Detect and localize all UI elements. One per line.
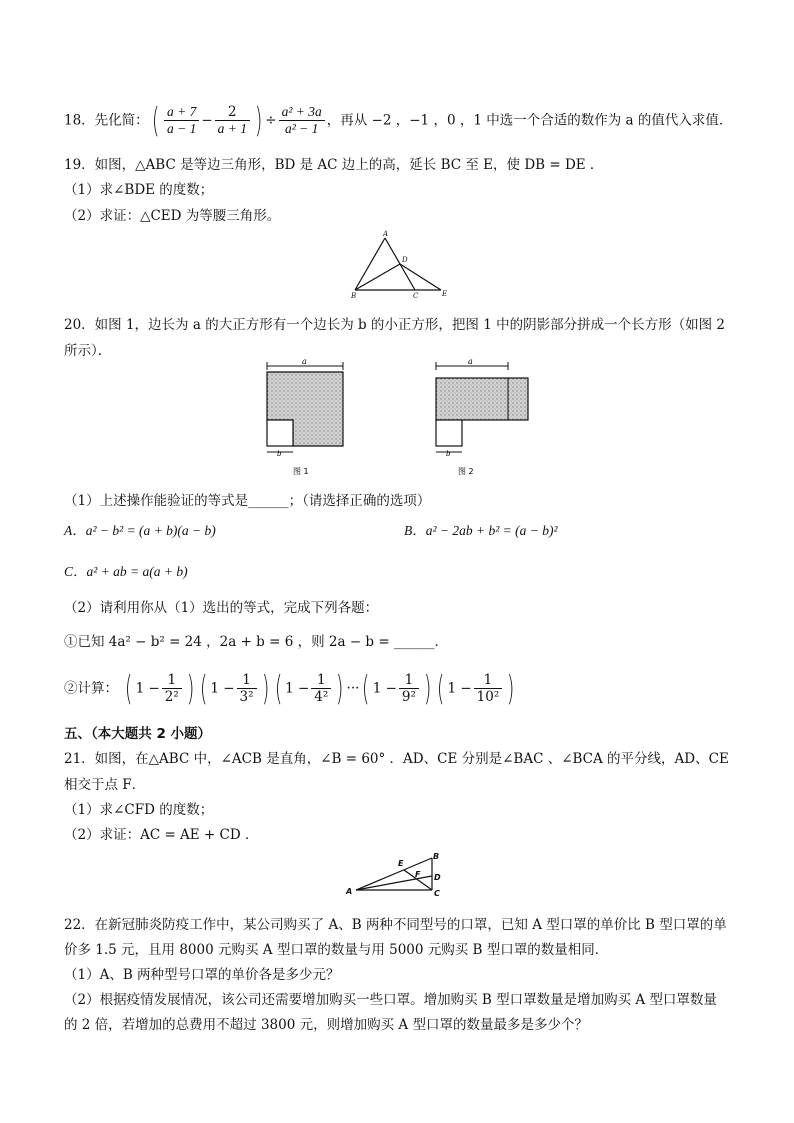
q18-lead: 18．先化简： (64, 112, 149, 129)
small-square (436, 420, 462, 446)
label-e: E (398, 859, 404, 868)
q20-item1: ①已知 4a² − b² = 24 ，2a + b = 6 ，则 2a − b = ______． (64, 634, 448, 650)
label-b: B (433, 852, 440, 861)
q20-option-b: B．a² − 2ab + b² = (a − b)² (404, 523, 558, 538)
q18-fraction-1: $\frac{a + 7}{a - 1}$ (164, 104, 199, 137)
q19-line3: （2）求证：△CED 为等腰三角形。 (64, 208, 281, 224)
q21-line3: （1）求∠CFD 的度数； (64, 802, 214, 818)
figure-2-caption: 图 2 (458, 467, 474, 476)
q22-line5: 的 2 倍，若增加的总费用不超过 3800 元，则增加购买 A 型口罩的数量最多是多少个？ (64, 1017, 588, 1033)
q18-minus: − (201, 112, 213, 129)
segment-ad (356, 876, 432, 890)
q22-line4: （2）根据疫情发展情况，该公司还需要增加购买一些口罩。增加购买 B 型口罩数量是增加购买 A 型口罩数量 (64, 992, 717, 1008)
q20-line1: 20．如图 1，边长为 a 的大正方形有一个边长为 b 的小正方形，把图 1 中的阴影部分拼成一个长方形（如图 2 (64, 317, 725, 333)
q22-line2: 价多 1.5 元，且用 8000 元购买 A 型口罩的数量与用 5000 元购买 B 型口罩的数量相同． (64, 942, 609, 958)
edge-ab (356, 858, 432, 890)
segment-bd (355, 264, 400, 290)
q21-line4: （2）求证：AC = AE + CD ． (64, 827, 259, 843)
dimension-a-label: a (302, 358, 307, 366)
small-square (267, 420, 293, 446)
q21-line2: 相交于点 F． (64, 777, 146, 793)
q20-figure-2 (428, 358, 538, 482)
q18-fraction-3: $\frac{\text{a² + 3a}}{\text{a² − 1}}$ (279, 104, 325, 137)
q20-figure-1 (255, 358, 355, 482)
q19-triangle-figure (345, 230, 455, 300)
q22-line3: （1）A、B 两种型号口罩的单价各是多少元？ (64, 967, 340, 983)
label-b: B (351, 292, 357, 300)
section-5-heading: 五、（本大题共 2 小题） (64, 726, 212, 742)
q20-item2: ②计算： ( 1 − $\frac{1}{\text{2²}}$ ) ( 1 − $\frac{1}{\text{3²}}$ ) ( 1 − $\frac{1}{\text{4²}}$ ) ···( 1 − $\frac{1}{\text{9²}}$ ) ( 1 − $\frac{1}{\text{10²}}$ ) (64, 668, 515, 709)
label-c: C (434, 889, 440, 898)
term-3: $\frac{1}{\text{3²}}$ (237, 672, 257, 705)
question-18 (64, 98, 732, 142)
q18-divide: ÷ (265, 112, 277, 129)
label-a: A (383, 230, 389, 238)
q20-sub1: （1）上述操作能验证的等式是______；（请选择正确的选项） (64, 493, 431, 509)
figure-1-caption: 图 1 (293, 467, 309, 476)
q18-fraction-2: $\frac{2}{a + 1}$ (215, 104, 250, 137)
segment-de (400, 264, 441, 290)
q21-line1: 21．如图，在△ABC 中，∠ACB 是直角，∠B = 60° ．AD、CE 分别是∠BAC 、∠BCA 的平分线，AD、CE (64, 751, 729, 767)
rectangle-shaded (436, 378, 528, 420)
label-f: F (415, 870, 421, 879)
left-paren: ( (151, 100, 159, 141)
edge-ab (355, 238, 385, 290)
ellipsis: ··· (346, 680, 360, 697)
q20-sub2: （2）请利用你从（1）选出的等式，完成下列各题： (64, 600, 379, 616)
q20-option-a: A．a² − b² = (a + b)(a − b) (64, 523, 216, 538)
label-a: A (346, 887, 353, 896)
q22-line1: 22．在新冠肺炎防疫工作中，某公司购买了 A、B 两种不同型号的口罩，已知 A 型口罩的单价比 B 型口罩的单 (64, 917, 727, 933)
label-c: C (413, 292, 419, 300)
q21-triangle-figure (342, 850, 452, 900)
label-e: E (442, 290, 448, 298)
q20-option-c: C．a² + ab = a(a + b) (64, 564, 188, 579)
term-2: $\frac{1}{\text{2²}}$ (162, 672, 182, 705)
dimension-a-label: a (468, 358, 473, 366)
q20-line2: 所示）． (64, 343, 112, 359)
term-4: $\frac{1}{\text{4²}}$ (311, 672, 331, 705)
dimension-b-label: b (446, 450, 451, 458)
term-10: $\frac{1}{\text{10²}}$ (474, 672, 503, 705)
label-d: D (402, 256, 408, 264)
q18-tail: ，再从 −2 ，−1 ，0 ，1 中选一个合适的数作为 a 的值代入求值． (326, 112, 733, 129)
term-9: $\frac{1}{\text{9²}}$ (399, 672, 419, 705)
dimension-b-label: b (277, 450, 282, 458)
q19-line1: 19．如图，△ABC 是等边三角形，BD 是 AC 边上的高，延长 BC 至 E，使 DB = DE ． (64, 157, 604, 173)
q20-item2-lead: ②计算： (64, 680, 118, 697)
right-paren: ) (255, 100, 263, 141)
label-d: D (434, 873, 441, 882)
q19-line2: （1）求∠BDE 的度数； (64, 182, 214, 198)
